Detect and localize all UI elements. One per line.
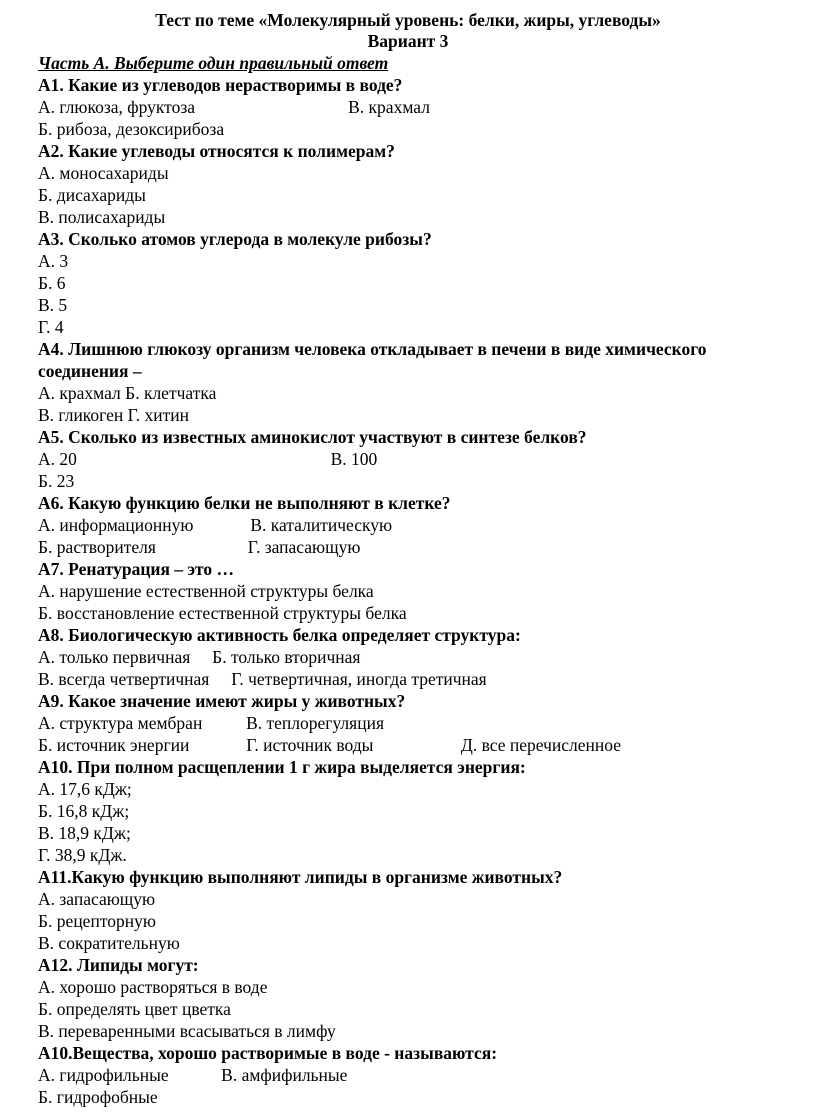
answer-option: А. 17,6 кДж; xyxy=(38,779,132,799)
answer-option: А. запасающую xyxy=(38,889,156,909)
answer-option: А. 3 xyxy=(38,251,69,271)
answer-option: А. структура мембран В. теплорегуляция xyxy=(38,713,384,733)
answer-option: А. глюкоза, фруктоза В. крахмал xyxy=(38,97,430,117)
question-text: А12. Липиды могут: xyxy=(38,955,199,975)
question-block xyxy=(38,338,778,426)
question-block xyxy=(38,756,778,866)
question-block xyxy=(38,74,778,140)
question-block xyxy=(38,492,778,558)
answer-option: Б. источник энергии Г. источник воды Д. все перечисленное xyxy=(38,735,622,755)
page-title: Тест по теме «Молекулярный уровень: белки, жиры, углеводы» xyxy=(155,10,661,30)
answer-option: Б. восстановление естественной структуры белка xyxy=(38,603,407,623)
answer-option: Б. 23 xyxy=(38,471,75,491)
answer-option: Г. 38,9 кДж. xyxy=(38,845,127,865)
answer-option: А. моносахариды xyxy=(38,163,169,183)
answer-option: Г. 4 xyxy=(38,317,64,337)
question-block xyxy=(38,228,778,338)
answer-option: А. только первичная Б. только вторичная xyxy=(38,647,361,667)
question-text: А6. Какую функцию белки не выполняют в клетке? xyxy=(38,493,451,513)
question-block xyxy=(38,624,778,690)
answer-option: Б. дисахариды xyxy=(38,185,146,205)
question-text: А10.Вещества, хорошо растворимые в воде - называются: xyxy=(38,1043,498,1063)
answer-option: А. информационную В. каталитическую xyxy=(38,515,393,535)
answer-option: Б. определять цвет цветка xyxy=(38,999,231,1019)
answer-option: Б. 16,8 кДж; xyxy=(38,801,130,821)
answer-option: В. всегда четвертичная Г. четвертичная, иногда третичная xyxy=(38,669,487,689)
question-text: А9. Какое значение имеют жиры у животных? xyxy=(38,691,406,711)
answer-option: В. сократительную xyxy=(38,933,180,953)
question-text: А11.Какую функцию выполняют липиды в организме животных? xyxy=(38,867,563,887)
answer-option: В. гликоген Г. хитин xyxy=(38,405,190,425)
variant-label: Вариант 3 xyxy=(367,31,449,51)
answer-option: В. полисахариды xyxy=(38,207,166,227)
question-text: А10. При полном расщеплении 1 г жира выделяется энергия: xyxy=(38,757,526,777)
answer-option: А. гидрофильные В. амфифильные xyxy=(38,1065,348,1085)
answer-option: А. 20 В. 100 xyxy=(38,449,378,469)
answer-option: А. нарушение естественной структуры белка xyxy=(38,581,374,601)
question-text: А3. Сколько атомов углерода в молекуле рибозы? xyxy=(38,229,432,249)
answer-option: Б. рецепторную xyxy=(38,911,156,931)
question-text: А8. Биологическую активность белка определяет структура: xyxy=(38,625,521,645)
answer-option: В. переваренными всасываться в лимфу xyxy=(38,1021,336,1041)
question-text: А7. Ренатурация – это … xyxy=(38,559,235,579)
question-text: А1. Какие из углеводов нерастворимы в воде? xyxy=(38,75,403,95)
answer-option: Б. растворителя Г. запасающую xyxy=(38,537,361,557)
question-block xyxy=(38,690,778,756)
answer-option: Б. 6 xyxy=(38,273,66,293)
answer-option: В. 18,9 кДж; xyxy=(38,823,131,843)
answer-option: В. 5 xyxy=(38,295,68,315)
answer-option: Б. гидрофобные xyxy=(38,1087,158,1107)
answer-option: А. крахмал Б. клетчатка xyxy=(38,383,217,403)
question-block xyxy=(38,426,778,492)
question-block xyxy=(38,954,778,1042)
answer-option: А. хорошо растворяться в воде xyxy=(38,977,268,997)
question-text: А5. Сколько из известных аминокислот участвуют в синтезе белков? xyxy=(38,427,587,447)
answer-option: Б. рибоза, дезоксирибоза xyxy=(38,119,225,139)
question-text: А4. Лишнюю глюкозу организм человека откладывает в печени в виде химического соединения – xyxy=(38,339,707,381)
question-block xyxy=(38,558,778,624)
question-block xyxy=(38,140,778,228)
question-block xyxy=(38,1042,778,1108)
question-block xyxy=(38,866,778,954)
part-heading: Часть А. Выберите один правильный ответ xyxy=(38,53,389,73)
question-text: А2. Какие углеводы относятся к полимерам? xyxy=(38,141,395,161)
